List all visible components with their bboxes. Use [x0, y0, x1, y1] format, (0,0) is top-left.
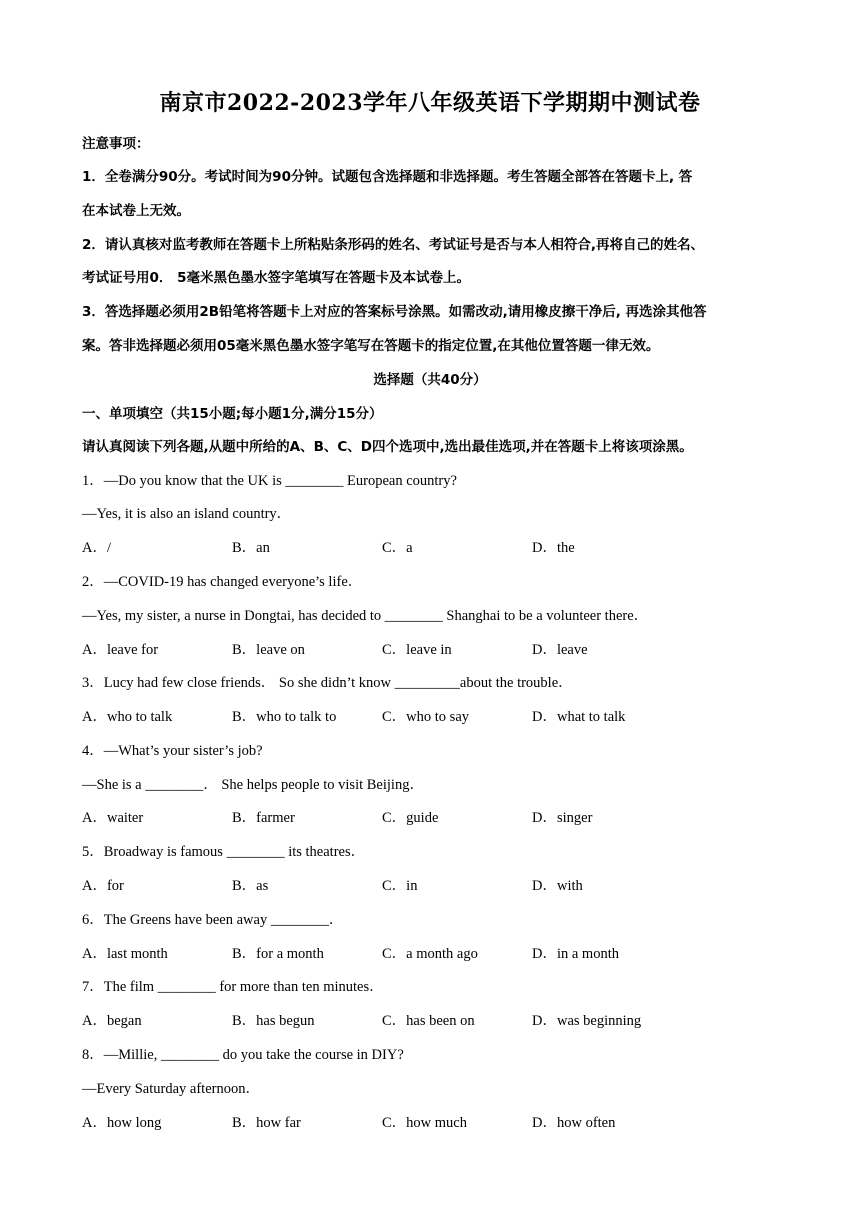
question-stem: 2．—COVID-19 has changed everyone’s life．: [82, 574, 363, 590]
option-a: A．began: [82, 1013, 142, 1029]
question-stem: 5．Broadway is famous ________ its theatres．: [82, 844, 366, 860]
option-a: A．last month: [82, 946, 168, 962]
part-title: 一、单项填空（共15小题;每小题1分,满分15分）: [82, 406, 383, 422]
option-b: B．leave on: [232, 642, 305, 658]
option-b: B．who to talk to: [232, 709, 337, 725]
option-b: B．for a month: [232, 946, 324, 962]
notice-line: 3．答选择题必须用2B铅笔将答题卡上对应的答案标号涂黑。如需改动,请用橡皮擦干净后, 再选涂其他答: [82, 304, 707, 320]
option-a: A．leave for: [82, 642, 159, 658]
option-c: C．in: [382, 878, 418, 894]
option-a: A．how long: [82, 1115, 162, 1131]
option-c: C．a: [382, 540, 413, 556]
option-c: C．guide: [382, 810, 439, 826]
question-stem: —Yes, my sister, a nurse in Dongtai, has decided to ________ Shanghai to be a volunteer there．: [82, 608, 649, 624]
option-d: D．what to talk: [532, 709, 626, 725]
option-d: D．leave: [532, 642, 588, 658]
question-stem: —Every Saturday afternoon．: [82, 1081, 260, 1097]
option-d: D．how often: [532, 1115, 616, 1131]
question-stem: 1．—Do you know that the UK is ________ European country?: [82, 473, 457, 489]
question-stem: 8．—Millie, ________ do you take the course in DIY?: [82, 1047, 404, 1063]
section-title: 选择题（共40分）: [373, 372, 487, 388]
instruction: 请认真阅读下列各题,从题中所给的A、B、C、D四个选项中,选出最佳选项,并在答题卡上将该项涂黑。: [82, 439, 693, 455]
question-stem: —Yes, it is also an island country．: [82, 506, 292, 522]
notice-line: 案。答非选择题必须用05毫米黑色墨水签字笔写在答题卡的指定位置,在其他位置答题一律无效。: [82, 338, 660, 354]
notice-line: 2．请认真核对监考教师在答题卡上所粘贴条形码的姓名、考试证号是否与本人相符合,再将自己的姓名、: [82, 237, 705, 253]
question-stem: 7．The film ________ for more than ten minutes．: [82, 979, 384, 995]
option-b: B．as: [232, 878, 269, 894]
option-d: D．in a month: [532, 946, 619, 962]
option-d: D．with: [532, 878, 583, 894]
option-c: C．how much: [382, 1115, 467, 1131]
notice-line: 在本试卷上无效。: [82, 203, 190, 219]
notice-line: 考试证号用0． 5毫米黑色墨水签字笔填写在答题卡及本试卷上。: [82, 270, 470, 286]
option-d: D．the: [532, 540, 575, 556]
notice-heading: 注意事项：: [82, 136, 150, 152]
question-stem: 4．—What’s your sister’s job?: [82, 743, 263, 759]
option-c: C．has been on: [382, 1013, 475, 1029]
question-stem: —She is a ________． She helps people to visit Beijing．: [82, 777, 424, 793]
option-a: A．who to talk: [82, 709, 173, 725]
option-b: B．has begun: [232, 1013, 315, 1029]
question-stem: 6．The Greens have been away ________．: [82, 912, 344, 928]
option-c: C．leave in: [382, 642, 452, 658]
option-b: B．how far: [232, 1115, 301, 1131]
exam-title: 南京市2022-2023学年八年级英语下学期期中测试卷: [159, 90, 701, 116]
option-b: B．an: [232, 540, 270, 556]
option-d: D．singer: [532, 810, 593, 826]
option-a: A．waiter: [82, 810, 144, 826]
option-d: D．was beginning: [532, 1013, 642, 1029]
option-a: A．for: [82, 878, 124, 894]
option-c: C．a month ago: [382, 946, 478, 962]
question-stem: 3．Lucy had few close friends． So she didn’t know _________about the trouble．: [82, 675, 573, 691]
option-a: A．/: [82, 540, 111, 556]
notice-line: 1．全卷满分90分。考试时间为90分钟。试题包含选择题和非选择题。考生答题全部答在答题卡上, 答: [82, 169, 693, 185]
option-b: B．farmer: [232, 810, 295, 826]
option-c: C．who to say: [382, 709, 469, 725]
